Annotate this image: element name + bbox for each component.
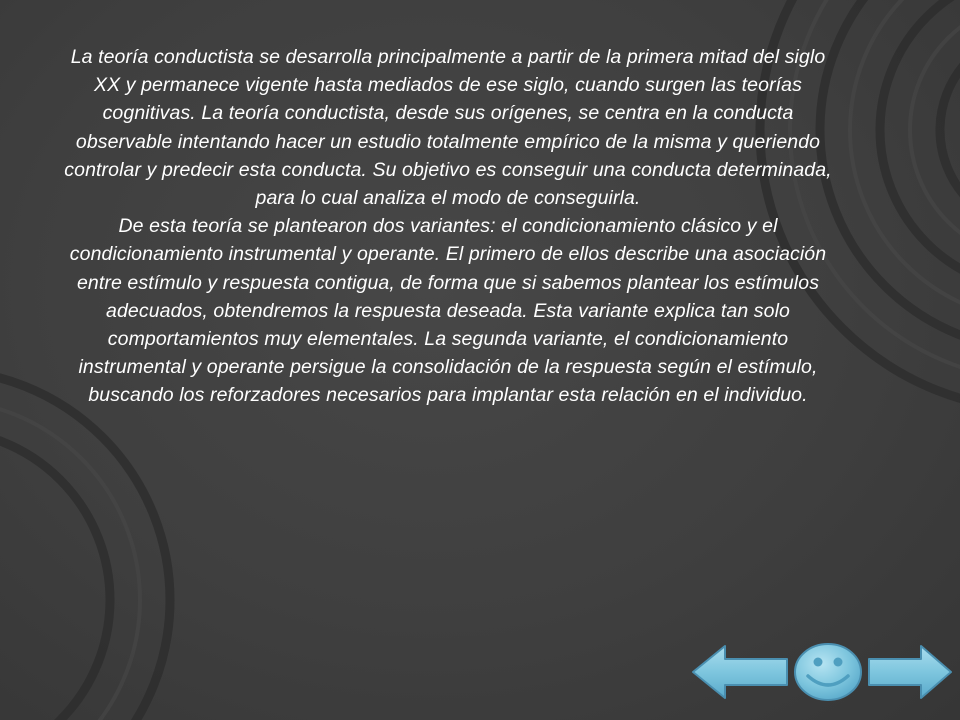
paragraph-conductista-origins: La teoría conductista se desarrolla principalmente a partir de la primera mitad del siglo XX y permanece vigente hasta mediados de ese siglo, cuando surgen las teorías cognitivas. La teoría conductista, desde sus orígenes, se centra en la conducta observable intentando hacer un estudio totalmente empírico de la misma y queriendo controlar y predecir esta conducta. Su objetivo es conseguir una conducta determinada, para lo cual analiza el modo de conseguirla.: [64, 46, 832, 210]
smiley-face-icon: [793, 642, 863, 702]
next-slide-button[interactable]: [865, 642, 955, 702]
right-arrow-icon: [865, 642, 955, 702]
home-button[interactable]: [793, 642, 863, 702]
slide-text-body: [62, 43, 834, 410]
left-arrow-icon: [689, 642, 791, 702]
previous-slide-button[interactable]: [689, 642, 791, 702]
paragraph-variants: De esta teoría se plantearon dos variantes: el condicionamiento clásico y el condicionamiento instrumental y operante. El primero de ellos describe una asociación entre estímulo y respuesta contigua, de forma que si sabemos plantear los estímulos adecuados, obtendremos la respuesta deseada. Esta variante explica tan solo comportamientos muy elementales. La segunda variante, el condicionamiento instrumental y operante persigue la consolidación de la respuesta según el estímulo, buscando los reforzadores necesarios para implantar esta relación en el individuo.: [69, 215, 827, 407]
